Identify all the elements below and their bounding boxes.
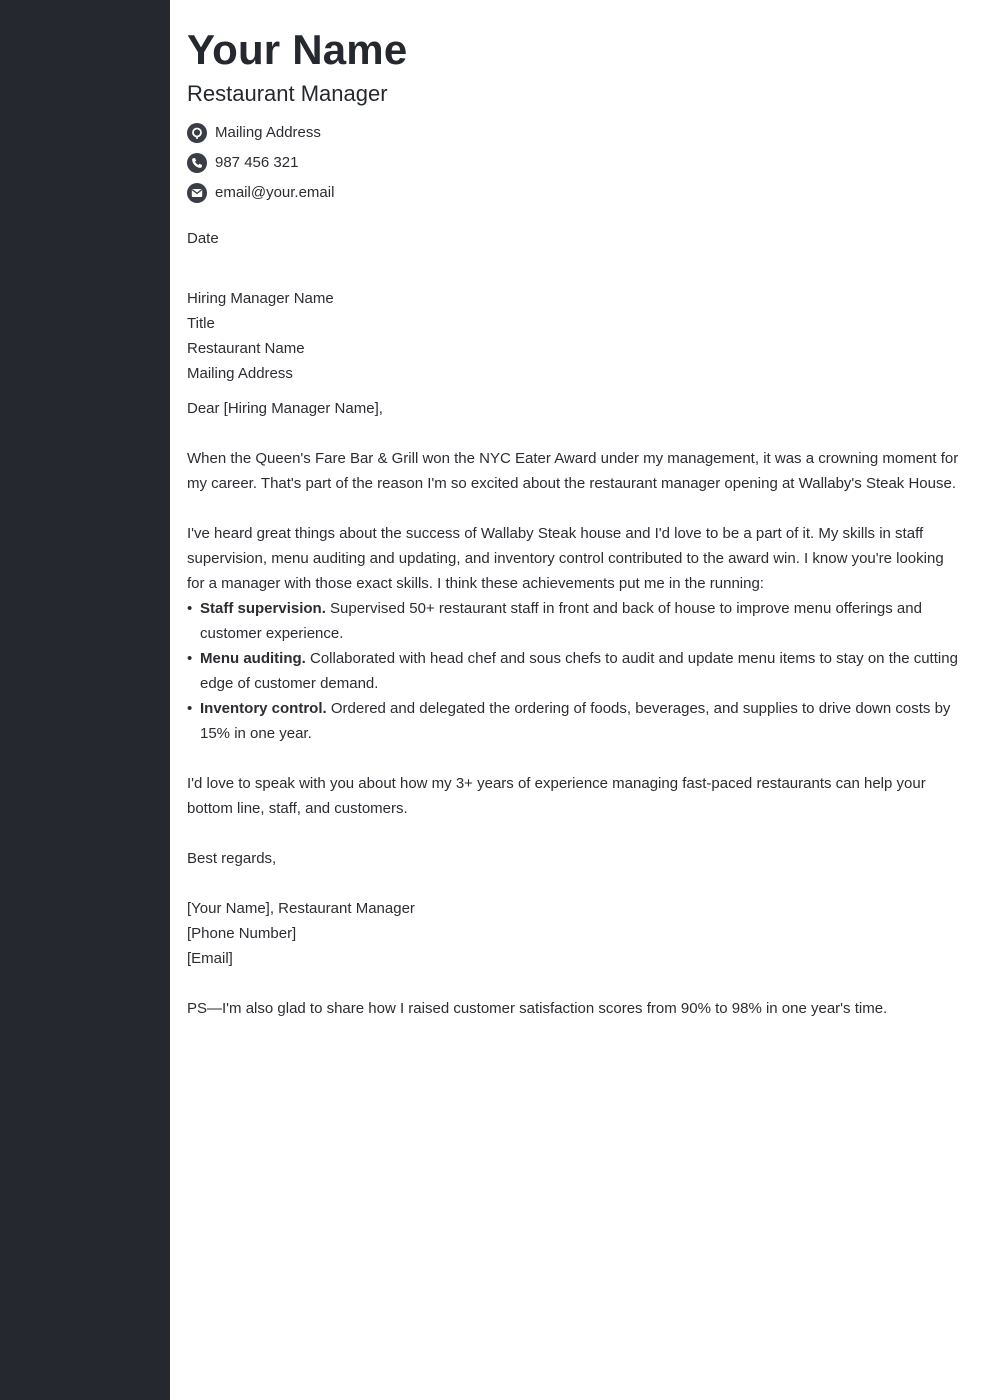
mail-icon bbox=[187, 183, 207, 203]
letter-paragraph: I've heard great things about the success of Wallaby Steak house and I'd love to be a part of it. My skills in staff supervision, menu auditing and updating, and inventory control contributed to the award win. I know you're looking for a manager with those exact skills. I think these achievements put me in the running: bbox=[187, 525, 944, 592]
letter-closing: Best regards, bbox=[187, 850, 277, 867]
list-item bbox=[187, 696, 962, 746]
bullet-icon: • bbox=[187, 700, 193, 717]
letter-greeting: Dear [Hiring Manager Name], bbox=[187, 400, 383, 417]
signature-name: [Your Name], Restaurant Manager bbox=[187, 900, 415, 917]
contact-address bbox=[187, 123, 321, 143]
applicant-job-title: Restaurant Manager bbox=[187, 81, 388, 106]
letter-paragraph: I'd love to speak with you about how my 3+ years of experience managing fast-paced restaurants can help your bottom line, staff, and customers. bbox=[187, 775, 926, 817]
achievement-heading: Inventory control. bbox=[200, 700, 327, 717]
signature-email: [Email] bbox=[187, 950, 233, 967]
phone-icon bbox=[187, 153, 207, 173]
recipient-restaurant: Restaurant Name bbox=[187, 340, 305, 357]
letter-paragraph: When the Queen's Fare Bar & Grill won the NYC Eater Award under my management, it was a crowning moment for my career. That's part of the reason I'm so excited about the restaurant manager opening at Wallaby's Steak House. bbox=[187, 450, 959, 492]
list-item bbox=[187, 596, 962, 646]
achievement-heading: Menu auditing. bbox=[200, 650, 306, 667]
achievements-list bbox=[187, 596, 962, 746]
achievement-text: Ordered and delegated the ordering of foods, beverages, and supplies to drive down costs by 15% in one year. bbox=[200, 700, 951, 742]
contact-address-text: Mailing Address bbox=[215, 124, 321, 141]
contact-phone-text: 987 456 321 bbox=[215, 154, 299, 171]
contact-email-text: email@your.email bbox=[215, 184, 335, 201]
bullet-icon: • bbox=[187, 600, 193, 617]
achievement-text: Collaborated with head chef and sous chefs to audit and update menu items to stay on the cutting edge of customer demand. bbox=[200, 650, 958, 692]
letter-date: Date bbox=[187, 230, 219, 247]
location-pin-icon bbox=[187, 123, 207, 143]
recipient-address: Mailing Address bbox=[187, 365, 293, 382]
signature-phone: [Phone Number] bbox=[187, 925, 297, 942]
bullet-icon: • bbox=[187, 650, 193, 667]
contact-email bbox=[187, 183, 334, 203]
contact-phone bbox=[187, 153, 298, 173]
recipient-name: Hiring Manager Name bbox=[187, 290, 334, 307]
applicant-name: Your Name bbox=[187, 26, 408, 73]
sidebar-panel bbox=[0, 0, 170, 1400]
list-item bbox=[187, 646, 962, 696]
letter-postscript: PS—I'm also glad to share how I raised customer satisfaction scores from 90% to 98% in one year's time. bbox=[187, 1000, 888, 1017]
achievement-text: Supervised 50+ restaurant staff in front and back of house to improve menu offerings and customer experience. bbox=[200, 600, 922, 642]
achievement-heading: Staff supervision. bbox=[200, 600, 326, 617]
recipient-title: Title bbox=[187, 315, 215, 332]
